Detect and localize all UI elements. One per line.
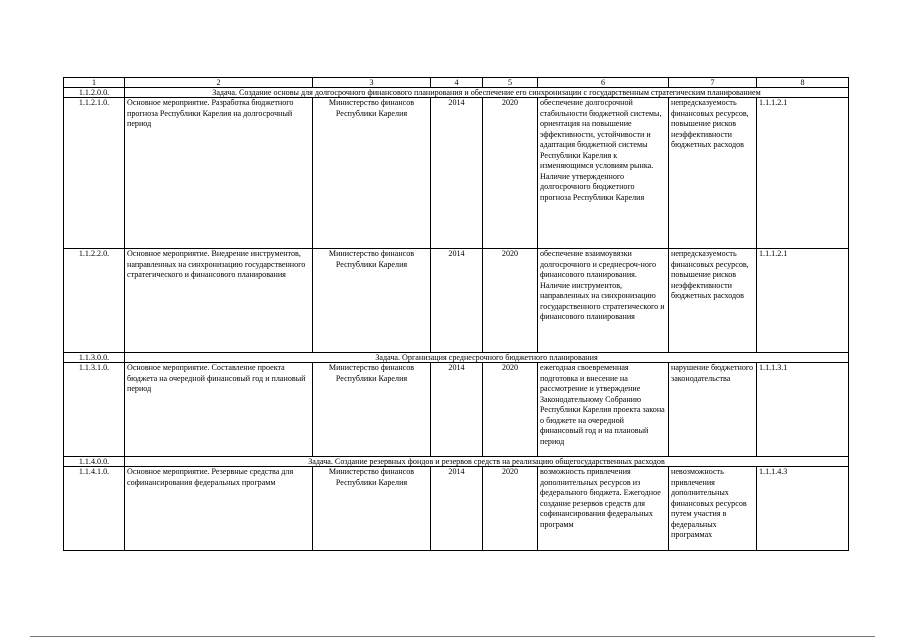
measure-risk: непредсказуемость финансовых ресурсов, повышение рисков неэффективности бюджетных расходов <box>669 249 757 353</box>
measure-name: Основное мероприятие. Разработка бюджетного прогноза Республики Карелия на долгосрочный период <box>125 98 313 249</box>
header-cell-8: 8 <box>757 78 849 88</box>
measure-indicator-link: 1.1.1.4.3 <box>757 467 849 551</box>
measure-name: Основное мероприятие. Составление проекта бюджета на очередной финансовый год и плановый период <box>125 363 313 457</box>
measure-executor: Министерство финансов Республики Карелия <box>313 467 431 551</box>
header-cell-5: 5 <box>483 78 538 88</box>
measure-row <box>64 363 849 457</box>
scan-edge-line <box>30 636 875 637</box>
measure-result: обеспечение долгосрочной стабильности бюджетной системы, ориентация на повышение эффективности, устойчивости и адаптация бюджетной системы Республики Карелия к изменяющимся условиям рынка. Наличие утвержденного долгосрочного бюджетного прогноза Республики Карелия <box>538 98 669 249</box>
measure-start-year: 2014 <box>431 363 483 457</box>
header-cell-2: 2 <box>125 78 313 88</box>
header-cell-3: 3 <box>313 78 431 88</box>
measure-indicator-link: 1.1.1.2.1 <box>757 249 849 353</box>
measure-result: обеспечение взаимоувязки долгосрочного и среднесроч-ного финансового планирования. Наличие инструментов, направленных на синхронизацию государственного стратегического и финансового планирования <box>538 249 669 353</box>
measure-result: ежегодная своевременная подготовка и внесение на рассмотрение и утверждение Законодательному Собранию Республики Карелия проекта закона о бюджете на очередной финансовый год и на плановый период <box>538 363 669 457</box>
task-title: Задача. Создание основы для долгосрочного финансового планирования и обеспечение его синхронизации с государственным стратегическим планированием <box>125 88 849 98</box>
task-row <box>64 457 849 467</box>
task-row <box>64 88 849 98</box>
header-cell-4: 4 <box>431 78 483 88</box>
measure-end-year: 2020 <box>483 467 538 551</box>
measure-indicator-link: 1.1.1.3.1 <box>757 363 849 457</box>
task-title: Задача. Создание резервных фондов и резервов средств на реализацию общегосударственных расходов <box>125 457 849 467</box>
measure-executor: Министерство финансов Республики Карелия <box>313 249 431 353</box>
measure-start-year: 2014 <box>431 249 483 353</box>
measure-risk: непредсказуемость финансовых ресурсов, повышение рисков неэффективности бюджетных расходов <box>669 98 757 249</box>
measure-end-year: 2020 <box>483 363 538 457</box>
measure-end-year: 2020 <box>483 98 538 249</box>
measure-executor: Министерство финансов Республики Карелия <box>313 98 431 249</box>
measure-code: 1.1.2.1.0. <box>64 98 125 249</box>
measure-row <box>64 98 849 249</box>
measure-row <box>64 249 849 353</box>
task-code: 1.1.3.0.0. <box>64 353 125 363</box>
header-row <box>64 78 849 88</box>
measure-row <box>64 467 849 551</box>
measure-code: 1.1.2.2.0. <box>64 249 125 353</box>
measure-indicator-link: 1.1.1.2.1 <box>757 98 849 249</box>
header-cell-6: 6 <box>538 78 669 88</box>
measure-end-year: 2020 <box>483 249 538 353</box>
measure-result: возможность привлечения дополнительных ресурсов из федерального бюджета. Ежегодное создание резервов средств для софинансирования федеральных программ <box>538 467 669 551</box>
measure-start-year: 2014 <box>431 98 483 249</box>
measure-code: 1.1.3.1.0. <box>64 363 125 457</box>
measure-risk: нарушение бюджетного законодательства <box>669 363 757 457</box>
measure-name: Основное мероприятие. Внедрение инструментов, направленных на синхронизацию государственного стратегического и финансового планирования <box>125 249 313 353</box>
header-cell-7: 7 <box>669 78 757 88</box>
header-cell-1: 1 <box>64 78 125 88</box>
measure-risk: невозможность привлечения дополнительных финансовых ресурсов путем участия в федеральных программах <box>669 467 757 551</box>
task-code: 1.1.2.0.0. <box>64 88 125 98</box>
measure-start-year: 2014 <box>431 467 483 551</box>
task-row <box>64 353 849 363</box>
measure-code: 1.1.4.1.0. <box>64 467 125 551</box>
task-code: 1.1.4.0.0. <box>64 457 125 467</box>
task-title: Задача. Организация среднесрочного бюджетного планирования <box>125 353 849 363</box>
measure-name: Основное мероприятие. Резервные средства для софинансирования федеральных программ <box>125 467 313 551</box>
measure-executor: Министерство финансов Республики Карелия <box>313 363 431 457</box>
measures-table <box>63 77 849 551</box>
